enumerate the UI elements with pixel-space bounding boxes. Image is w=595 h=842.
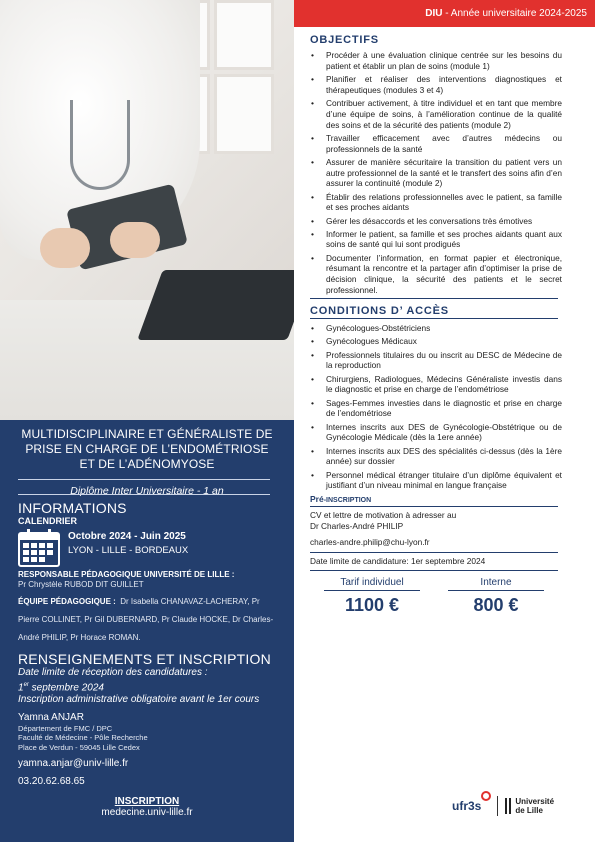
program-dates: Octobre 2024 - Juin 2025 bbox=[68, 531, 186, 542]
tarif-individual bbox=[310, 577, 434, 616]
list-item: • Planifier et réaliser des interventions diagnostiques et thérapeutiques (modules 3 et 4) bbox=[310, 74, 562, 96]
contact-faculty: Faculté de Médecine - Pôle Recherche bbox=[18, 733, 148, 743]
right-column bbox=[310, 34, 562, 616]
list-item: • Procéder à une évaluation clinique centrée sur les besoins du patient et établir un plan de soins (module 1) bbox=[310, 50, 562, 72]
divider bbox=[310, 552, 558, 553]
preinscription-line2: Dr Charles-André PHILIP bbox=[310, 521, 404, 532]
tarif-value: 1100 € bbox=[344, 595, 400, 616]
tarif-intern bbox=[434, 577, 558, 616]
divider bbox=[18, 494, 270, 495]
preinscription-email[interactable]: charles-andre.philip@chu-lyon.fr bbox=[310, 537, 430, 548]
list-item: • Professionnels titulaires du ou inscrit au DESC de Médecine de la reproduction bbox=[310, 350, 562, 372]
hand bbox=[110, 222, 160, 258]
list-item: • Personnel médical étranger titulaire d’un diplôme équivalent et justifiant d’un niveau minimal en langue française bbox=[310, 470, 562, 492]
divider bbox=[310, 570, 558, 571]
staff-block bbox=[18, 570, 276, 645]
list-item: • Internes inscrits aux DES des spécialités ci-dessus (dès la 1ère année) sur dossier bbox=[310, 446, 562, 468]
list-item: • Travailler efficacement avec d’autres médecins ou professionnels de la santé bbox=[310, 133, 562, 155]
divider bbox=[497, 796, 498, 816]
resp-label: RESPONSABLE PÉDAGOGIQUE UNIVERSITÉ DE LILLE : bbox=[18, 570, 235, 579]
list-item: • Gynécologues Médicaux bbox=[310, 336, 562, 347]
deadline-label: Date limite de réception des candidatures : bbox=[18, 666, 208, 678]
mandatory-note: Inscription administrative obligatoire avant le 1er cours bbox=[18, 693, 260, 705]
deadline-date: 1er septembre 2024 bbox=[18, 681, 104, 693]
team-names: Dr Isabella CHANAVAZ-LACHERAY, Pr Pierre COLLINET, Pr Gil DUBERNARD, Pr Claude HOCKE, Dr Charles-André PHILIP, Pr Horace ROMAN. bbox=[18, 596, 274, 642]
ufr3s-circle-icon bbox=[481, 791, 491, 801]
tarif-value: 800 € bbox=[473, 595, 519, 616]
inscription-label: INSCRIPTION bbox=[114, 796, 180, 808]
ufr3s-logo: ufr3s bbox=[452, 799, 481, 813]
calendar-heading: CALENDRIER bbox=[18, 516, 78, 526]
list-item: • Chirurgiens, Radiologues, Médecins Généraliste investis dans le diagnostic et prise en charge de l’endométriose bbox=[310, 374, 562, 396]
list-item: • Internes inscrits aux DES de Gynécologie-Obstétrique ou de Gynécologie Médicale (dès la 1ere année) bbox=[310, 422, 562, 444]
list-item: • Informer le patient, sa famille et ses proches aidants quant aux soins de santé qui lui sont prodigués bbox=[310, 229, 562, 251]
program-subtitle: Diplôme Inter Universitaire - 1 an bbox=[70, 485, 224, 497]
list-item: • Documenter l’information, en format papier et électronique, résumant la rencontre et la partager afin d’optimiser la prise de décision clinique, la sécurité des patients et le secret professionnel. bbox=[310, 253, 562, 296]
contact-address: Place de Verdun - 59045 Lille Cedex bbox=[18, 742, 140, 752]
diu-label: DIU bbox=[425, 8, 443, 19]
objectifs-heading: OBJECTIFS bbox=[310, 34, 379, 46]
tarif-label: Tarif individuel bbox=[340, 577, 404, 589]
calendar-row bbox=[18, 529, 276, 567]
divider bbox=[18, 479, 270, 480]
program-title: MULTIDISCIPLINAIRE ET GÉNÉRALISTE DE PRISE EN CHARGE DE L’ENDOMÉTRIOSE ET DE L’ADÉNOMYOSE bbox=[21, 427, 273, 471]
calendar-icon bbox=[18, 529, 60, 567]
divider bbox=[448, 590, 544, 591]
list-item: • Gérer les désaccords et les conversations très émotives bbox=[310, 216, 562, 227]
contact-email[interactable]: yamna.anjar@univ-lille.fr bbox=[18, 758, 129, 770]
contact-name: Yamna ANJAR bbox=[18, 711, 84, 723]
hand bbox=[40, 228, 90, 268]
hero-photo bbox=[0, 0, 294, 420]
conditions-list bbox=[310, 323, 562, 491]
list-item: • Établir des relations professionnelles avec le patient, sa famille et ses proches aidants bbox=[310, 192, 562, 214]
list-item: • Assurer de manière sécuritaire la transition du patient vers un autre professionnel de la santé et le transfert des soins afin d’en assurer la continuité (module 2) bbox=[310, 157, 562, 189]
divider bbox=[310, 506, 558, 507]
objectifs-list bbox=[310, 50, 562, 296]
laptop bbox=[137, 270, 294, 340]
top-banner bbox=[294, 0, 595, 27]
list-item: • Sages-Femmes investies dans le diagnostic et prise en charge de l’endométriose bbox=[310, 398, 562, 420]
registration-heading: RENSEIGNEMENTS ET INSCRIPTION bbox=[18, 650, 271, 667]
preinscription-heading: Pré-INSCRIPTION bbox=[310, 494, 372, 505]
univ-lille-logo: Université de Lille bbox=[515, 797, 555, 815]
divider bbox=[310, 298, 558, 299]
divider bbox=[324, 590, 420, 591]
univ-lille-mark-icon bbox=[505, 798, 511, 814]
resp-name: Pr Chrystèle RUBOD DIT GUILLET bbox=[18, 580, 144, 589]
preinscription-deadline: Date limite de candidature: 1er septembre 2024 bbox=[310, 556, 486, 567]
window-pane bbox=[214, 0, 274, 70]
contact-phone[interactable]: 03.20.62.68.65 bbox=[18, 776, 85, 788]
inscription-link[interactable]: medecine.univ-lille.fr bbox=[101, 807, 193, 819]
program-cities: LYON - LILLE - BORDEAUX bbox=[68, 545, 189, 556]
academic-year: - Année universitaire 2024-2025 bbox=[442, 8, 587, 19]
divider bbox=[310, 318, 558, 319]
contact-dept: Département de FMC / DPC bbox=[18, 723, 113, 733]
informations-heading: INFORMATIONS bbox=[18, 500, 127, 516]
preinscription-line1: CV et lettre de motivation à adresser au bbox=[310, 510, 457, 521]
tarif-label: Interne bbox=[480, 577, 512, 589]
team-label: ÉQUIPE PÉDAGOGIQUE : bbox=[18, 596, 116, 606]
list-item: • Gynécologues-Obstétriciens bbox=[310, 323, 562, 334]
logos bbox=[452, 796, 554, 816]
window-pane bbox=[214, 74, 274, 154]
stethoscope bbox=[70, 100, 130, 190]
conditions-heading: CONDITIONS D’ ACCÈS bbox=[310, 305, 449, 318]
info-panel bbox=[0, 420, 294, 842]
tarifs bbox=[310, 577, 562, 616]
list-item: • Contribuer activement, à titre individuel et en tant que membre d’une équipe de soins, à l’amélioration continue de la qualité des soins et de la sécurité des patients (module 2) bbox=[310, 98, 562, 130]
